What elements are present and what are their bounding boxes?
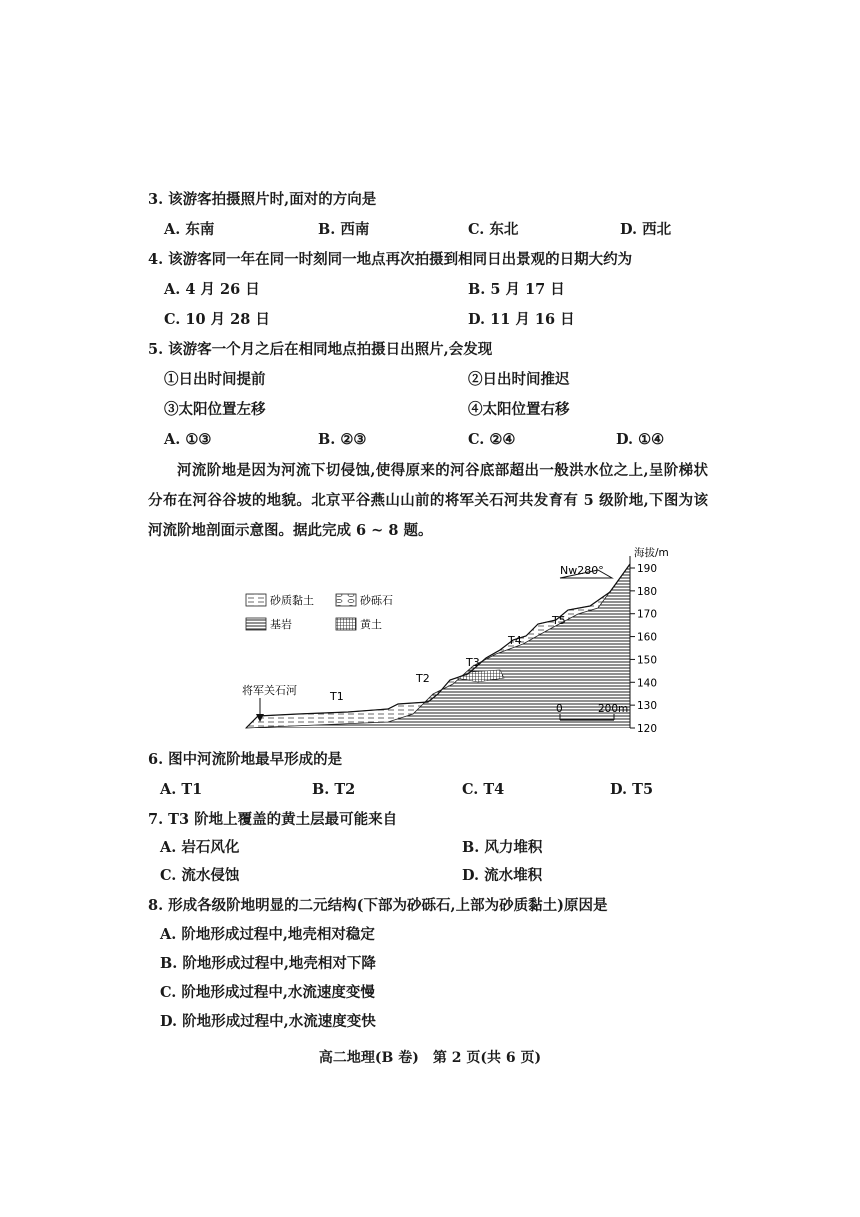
q4-option-d: D. 11 月 16 日 xyxy=(468,311,575,328)
axis-tick-label: 140 xyxy=(637,677,658,690)
q6-option-b: B. T2 xyxy=(312,781,356,798)
axis-tick-label: 160 xyxy=(637,631,658,644)
q8-option-a: A. 阶地形成过程中,地壳相对稳定 xyxy=(160,926,375,943)
terrace-label-t4: T4 xyxy=(508,634,522,647)
terrace-label-t3: T3 xyxy=(466,656,480,669)
q5-option-a: A. ①③ xyxy=(164,431,212,448)
axis-tick-label: 130 xyxy=(637,700,658,713)
q6-option-c: C. T4 xyxy=(462,781,505,798)
q5-item-2: ②日出时间推迟 xyxy=(468,371,570,388)
q5-option-b: B. ②③ xyxy=(318,431,367,448)
axis-tick-label: 190 xyxy=(637,563,658,575)
elevation-axis xyxy=(630,546,669,735)
axis-tick-label: 170 xyxy=(637,608,658,621)
page-footer: 高二地理(B 卷) 第 2 页(共 6 页) xyxy=(318,1050,542,1066)
legend-label-clay: 砂质黏土 xyxy=(270,594,314,607)
axis-tick-label: 120 xyxy=(637,723,658,735)
q5-item-4: ④太阳位置右移 xyxy=(468,401,570,418)
river-label: 将军关石河 xyxy=(242,684,297,697)
passage-text: 河流阶地是因为河流下切侵蚀,使得原来的河谷底部超出一般洪水位之上,呈阶梯状分布在河谷谷坡的地貌。北京平谷燕山山前的将军关石河共发育有 5 级阶地,下图为该河流阶地剖面示意图。据此完成 6 ~ 8 题。 xyxy=(148,462,708,539)
legend xyxy=(246,593,393,631)
q4-option-b: B. 5 月 17 日 xyxy=(468,281,565,298)
q4-stem: 4. 该游客同一年在同一时刻同一地点再次拍摄到相同日出景观的日期大约为 xyxy=(148,251,633,268)
legend-label-bedrock: 基岩 xyxy=(270,618,292,631)
legend-label-gravel: 砂砾石 xyxy=(360,594,393,607)
q7-option-d: D. 流水堆积 xyxy=(462,867,543,884)
scale-zero: 0 xyxy=(556,703,563,715)
legend-label-loess: 黄土 xyxy=(360,618,382,631)
legend-swatch-loess xyxy=(336,618,356,630)
q3-option-d: D. 西北 xyxy=(620,221,672,238)
scale-max: 200m xyxy=(598,703,629,715)
legend-swatch-bedrock xyxy=(246,618,266,630)
q3-option-c: C. 东北 xyxy=(468,221,519,238)
q7-option-b: B. 风力堆积 xyxy=(462,839,543,856)
q8-option-b: B. 阶地形成过程中,地壳相对下降 xyxy=(160,955,376,972)
q8-option-d: D. 阶地形成过程中,水流速度变快 xyxy=(160,1013,376,1030)
q3-option-a: A. 东南 xyxy=(164,221,215,238)
bedrock-layer xyxy=(246,564,630,728)
q7-stem: 7. T3 阶地上覆盖的黄土层最可能来自 xyxy=(148,811,398,828)
q5-option-d: D. ①④ xyxy=(616,431,665,448)
q8-stem: 8. 形成各级阶地明显的二元结构(下部为砂砾石,上部为砂质黏土)原因是 xyxy=(148,897,608,914)
terrace-profile-diagram xyxy=(238,544,669,740)
q5-option-c: C. ②④ xyxy=(468,431,516,448)
q8-option-c: C. 阶地形成过程中,水流速度变慢 xyxy=(160,984,375,1001)
q3-option-b: B. 西南 xyxy=(318,221,370,238)
q6-option-a: A. T1 xyxy=(160,781,203,798)
terrace-label-t2: T2 xyxy=(416,672,430,685)
legend-swatch-clay xyxy=(246,594,266,606)
terrace-label-t5: T5 xyxy=(552,614,566,627)
q6-option-d: D. T5 xyxy=(610,781,654,798)
q5-item-1: ①日出时间提前 xyxy=(164,371,266,388)
q7-option-a: A. 岩石风化 xyxy=(160,839,240,856)
q5-item-3: ③太阳位置左移 xyxy=(164,401,266,418)
axis-title: 海拔/m xyxy=(634,547,669,559)
q5-stem: 5. 该游客一个月之后在相同地点拍摄日出照片,会发现 xyxy=(148,341,493,358)
axis-tick-label: 180 xyxy=(637,585,658,598)
direction-label: Nw280° xyxy=(560,564,604,577)
axis-tick-label: 150 xyxy=(637,654,658,667)
terrace-label-t1: T1 xyxy=(330,690,344,703)
q3-stem: 3. 该游客拍摄照片时,面对的方向是 xyxy=(148,191,377,208)
q4-option-a: A. 4 月 26 日 xyxy=(164,281,260,298)
q6-stem: 6. 图中河流阶地最早形成的是 xyxy=(148,751,343,768)
q7-option-c: C. 流水侵蚀 xyxy=(160,867,240,884)
q4-option-c: C. 10 月 28 日 xyxy=(164,311,270,328)
legend-swatch-gravel xyxy=(336,594,356,606)
